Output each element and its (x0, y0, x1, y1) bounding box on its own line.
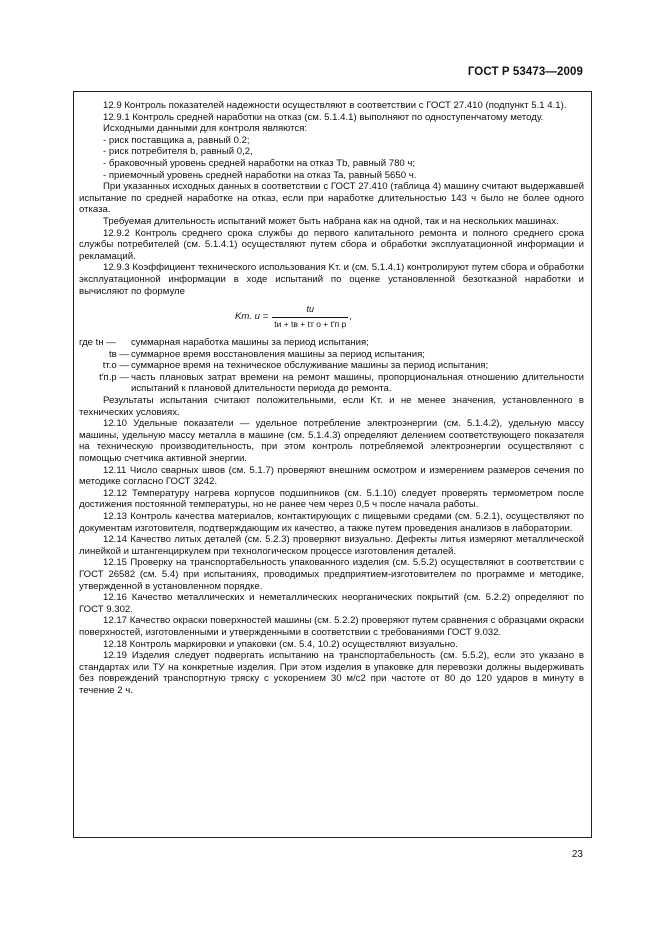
paragraph-12-10: 12.10 Удельные показатели — удельное потребление электроэнергии (см. 5.1.4.2), удельную массу машины, удельную массу металла в машине (см. 5.1.4.3) определяют делением соответствующего показателя на техническую производительность, при этом контроль потребляемой электроэнергии осуществляют с помощью счетчика активной энергии. (79, 418, 584, 465)
paragraph-12-15: 12.15 Проверку на транспортабельность упакованного изделия (см. 5.5.2) осуществляют в соответствии с ГОСТ 26582 (см. 5.4) при испытаниях, проводимых предприятием-изготовителем по программе и методике, утвержденной в установленном порядке. (79, 557, 584, 592)
where-row (79, 360, 584, 372)
list-item-reject-level: - браковочный уровень средней наработки на отказ Tb, равный 780 ч; (103, 157, 416, 169)
paragraph-12-17: 12.17 Качество окраски поверхностей машины (см. 5.2.2) проверяют путем сравнения с образцами окраски поверхностей, изготовленными и утвержденными в соответствии с требованиями ГОСТ 9.032. (79, 615, 584, 638)
paragraph-test-duration: Требуемая длительность испытаний может быть набрана как на одной, так и на нескольких машинах. (103, 215, 559, 227)
where-row (79, 337, 584, 349)
where-desc: часть плановых затрат времени на ремонт машины, пропорциональная отношению длительности испытаний к плановой длительности периода до ремонта. (131, 371, 584, 395)
where-desc: суммарное время на техническое обслуживание машины за период испытания; (131, 360, 489, 372)
where-row (79, 349, 584, 361)
paragraph-12-14: 12.14 Качество литых деталей (см. 5.2.3) проверяют визуально. Дефекты литья измеряют металлической линейкой и штангенциркулем при технологическом процессе изготовления деталей. (79, 534, 584, 557)
paragraph-results: Результаты испытания считают положительными, если Kт. и не менее значения, установленного в технических условиях. (79, 395, 584, 418)
where-label: tв — (108, 348, 129, 360)
paragraph-12-16: 12.16 Качество металлических и неметаллических неорганических покрытий (см. 5.2.2) определяют по ГОСТ 9.302. (79, 592, 584, 615)
paragraph-12-13: 12.13 Контроль качества материалов, контактирующих с пищевыми средами (см. 5.2.1), осуществляют по документам изготовителя, подтверждающим их качество, а также путем проведения анализов в лаборатории. (79, 511, 584, 534)
where-desc: суммарная наработка машины за период испытания; (131, 337, 369, 349)
paragraph-initial-data: Исходными данными для контроля являются: (103, 123, 308, 135)
formula-fraction (272, 304, 348, 330)
paragraph-12-19: 12.19 Изделия следует подвергать испытанию на транспортабельность (см. 5.5.2), если это указано в стандартах или ТУ на конкретные изделия. При этом изделия в упаковке для перевозки должны выдерживать без повреждений транспортную тряску с ускорением 30 м/с2 при частоте от 80 до 120 ударов в минуту в течение 2 ч. (79, 650, 584, 696)
paragraph-12-12: 12.12 Температуру нагрева корпусов подшипников (см. 5.1.10) следует проверять термометром после достижения постоянной температуры, но не ранее чем через 0,5 ч после начала работы. (79, 487, 584, 511)
formula-lhs: Kт. и = (235, 311, 269, 323)
where-row (79, 372, 584, 395)
where-label: где tн — (79, 337, 116, 349)
paragraph-12-9: 12.9 Контроль показателей надежности осуществляют в соответствии с ГОСТ 27.410 (подпункт 5.1 4.1). (103, 100, 567, 111)
paragraph-test-result: При указанных исходных данных в соответствии с ГОСТ 27.410 (таблица 4) машину считают выдержавшей испытание по средней наработке на отказ, если при наработке длительностью 143 ч было не более одного отказа. (79, 181, 584, 216)
document-header: ГОСТ Р 53473—2009 (467, 66, 583, 78)
formula-denominator: tи + tв + tт о + t′п р (274, 318, 347, 329)
page-number: 23 (571, 849, 583, 860)
paragraph-12-9-2: 12.9.2 Контроль среднего срока службы до первого капитального ремонта и полного среднего срока службы потребителей (см. 5.1.4.1) осуществляют путем сбора и обработки эксплуатационной информации и рекламаций. (79, 227, 584, 262)
document-body (79, 100, 584, 697)
formula-end: , (349, 311, 352, 323)
list-item-consumer-risk: - риск потребителя b, равный 0,2, (103, 146, 253, 158)
paragraph-12-18: 12.18 Контроль маркировки и упаковки (см. 5.4, 10.2) осуществляют визуально. (103, 638, 458, 650)
list-item-accept-level: - приемочный уровень средней наработки на отказ Ta, равный 5650 ч. (103, 169, 417, 181)
where-label: t′п.р — (99, 371, 129, 383)
paragraph-12-11: 12.11 Число сварных швов (см. 5.1.7) проверяют внешним осмотром и измерением размеров сечения по методике согласно ГОСТ 3242. (79, 464, 584, 488)
paragraph-12-9-3: 12.9.3 Коэффициент технического использования Kт. и (см. 5.1.4.1) контролируют путем сбора и обработки эксплуатационной информации в ходе испытаний по оценке установленной безотказной наработки и вычисляют по формуле (79, 262, 584, 297)
formula-kti (235, 301, 584, 333)
where-desc: суммарное время восстановления машины за период испытания; (131, 348, 425, 360)
formula-numerator: tи (306, 304, 314, 314)
list-item-supplier-risk: - риск поставщика a, равный 0.2; (103, 134, 250, 146)
paragraph-12-9-1: 12.9.1 Контроль средней наработки на отказ (см. 5.1.4.1) выполняют по одноступенчатому методу. (103, 111, 544, 123)
where-label: tт.о — (102, 360, 129, 372)
